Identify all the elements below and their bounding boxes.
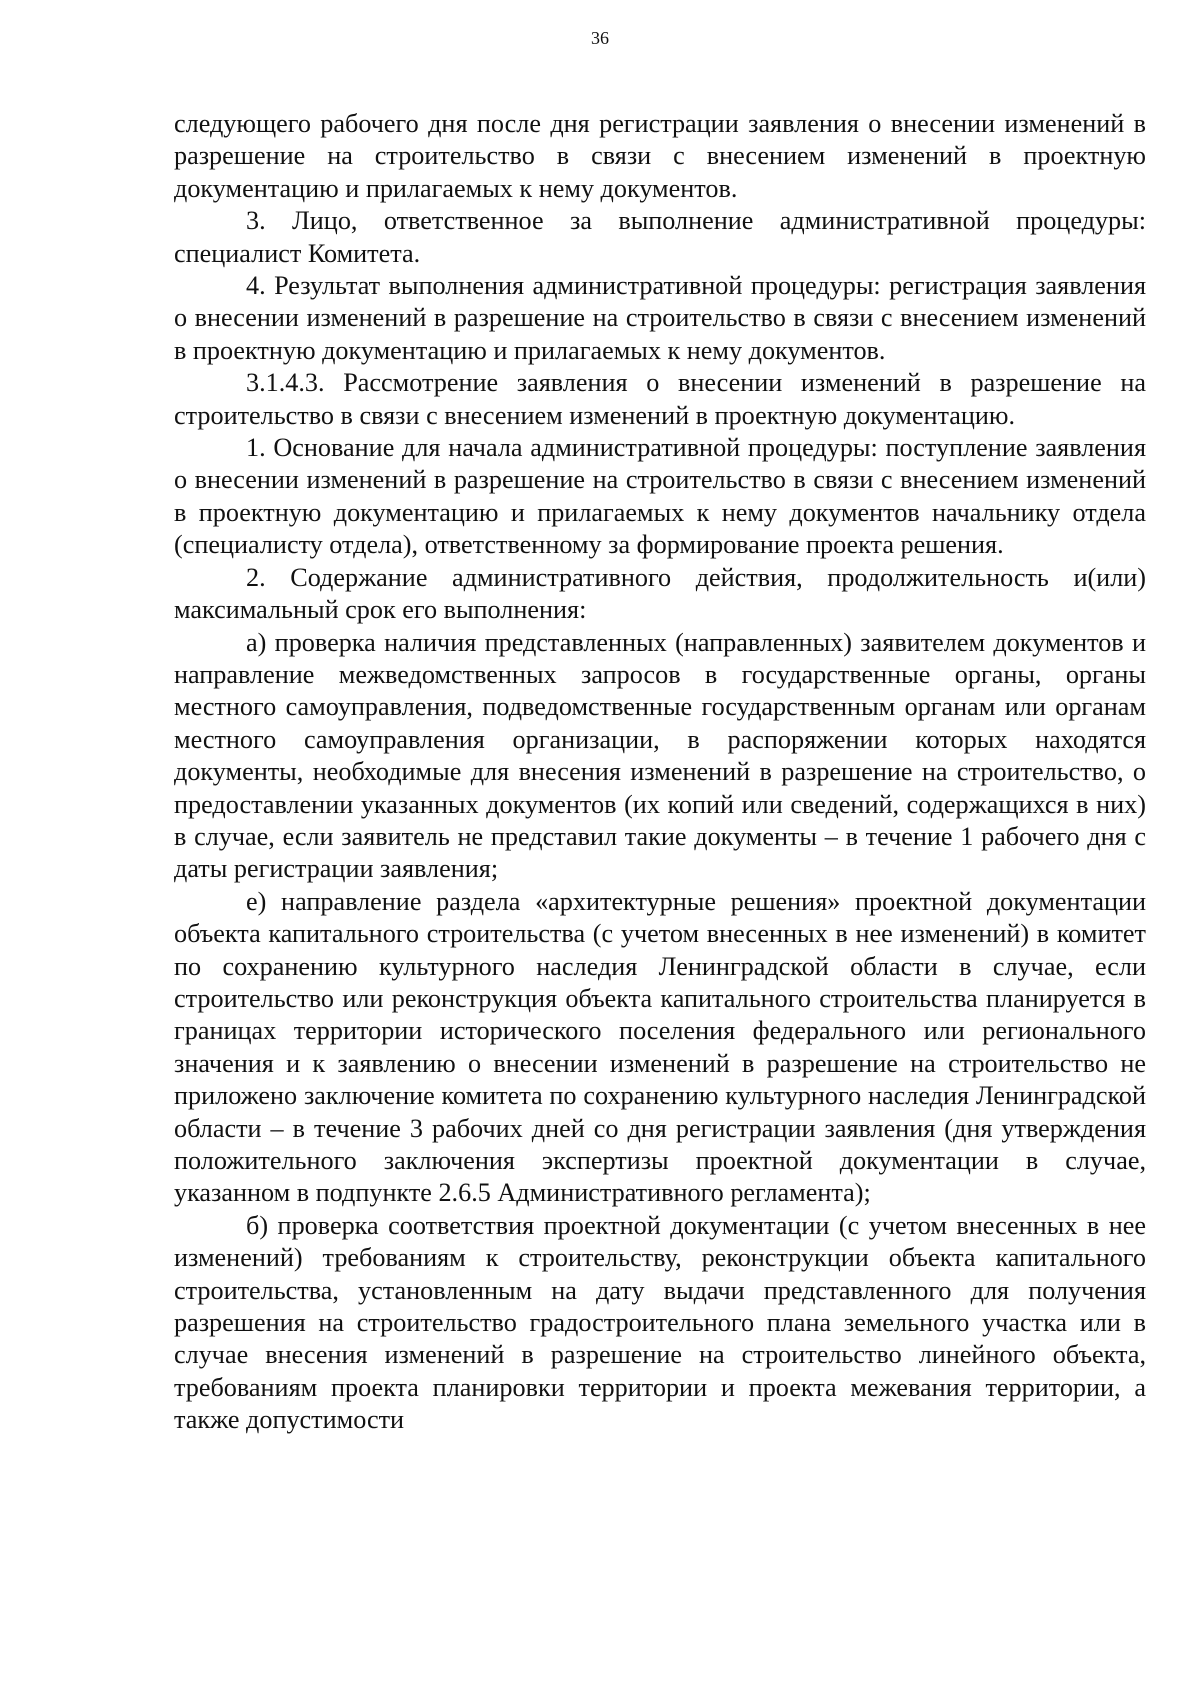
section-heading: 3.1.4.3. Рассмотрение заявления о внесении изменений в разрешение на строительство в связи с внесением изменений в проектную документацию. [174,368,1146,430]
paragraph: 2. Содержание административного действия, продолжительность и(или) максимальный срок его выполнения: [174,562,1146,625]
paragraph: 3. Лицо, ответственное за выполнение административной процедуры: специалист Комитета. [174,206,1146,268]
list-item: е) направление раздела «архитектурные решения» проектной документации объекта капитального строительства (с учетом внесенных в нее изменений) в комитет по сохранению культурного наследия Ленинградской области в случае, если строительство или реконструкция объекта капитального строительства планируется в границах территории исторического поселения федерального или регионального значения и к заявлению о внесении изменений в разрешение на строительство не приложено заключение комитета по сохранению культурного наследия Ленинградской области – в течение 3 рабочих дней со дня регистрации заявления (дня утверждения положительного заключения экспертизы проектной документации в случае, указанном в подпункте 2.6.5 Административного регламента); [174,886,1146,1208]
page-number: 36 [591,28,609,48]
paragraph: 4. Результат выполнения административной процедуры: регистрация заявления о внесении изменений в разрешение на строительство в связи с внесением изменений в проектную документацию и прилагаемых к нему документов. [174,271,1146,365]
list-item: а) проверка наличия представленных (направленных) заявителем документов и направление межведомственных запросов в государственные органы, органы местного самоуправления, подведомственные государственным органам или органам местного самоуправления организации, в распоряжении которых находятся документы, необходимые для внесения изменений в разрешение на строительство, о предоставлении указанных документов (их копий или сведений, содержащихся в них) в случае, если заявитель не представил такие документы – в течение 1 рабочего дня с даты регистрации заявления; [174,627,1146,884]
document-body [174,108,1146,1437]
paragraph: следующего рабочего дня после дня регистрации заявления о внесении изменений в разрешение на строительство в связи с внесением изменений в проектную документацию и прилагаемых к нему документов. [174,109,1146,203]
list-item: б) проверка соответствия проектной документации (с учетом внесенных в нее изменений) требованиям к строительству, реконструкции объекта капитального строительства, установленным на дату выдачи представленного для получения разрешения на строительство градостроительного плана земельного участка или в случае внесения изменений в разрешение на строительство линейного объекта, требованиям проекта планировки территории и проекта межевания территории, а также допустимости [174,1210,1146,1435]
paragraph: 1. Основание для начала административной процедуры: поступление заявления о внесении изменений в разрешение на строительство в связи с внесением изменений в проектную документацию и прилагаемых к нему документов начальнику отдела (специалисту отдела), ответственному за формирование проекта решения. [174,433,1146,560]
